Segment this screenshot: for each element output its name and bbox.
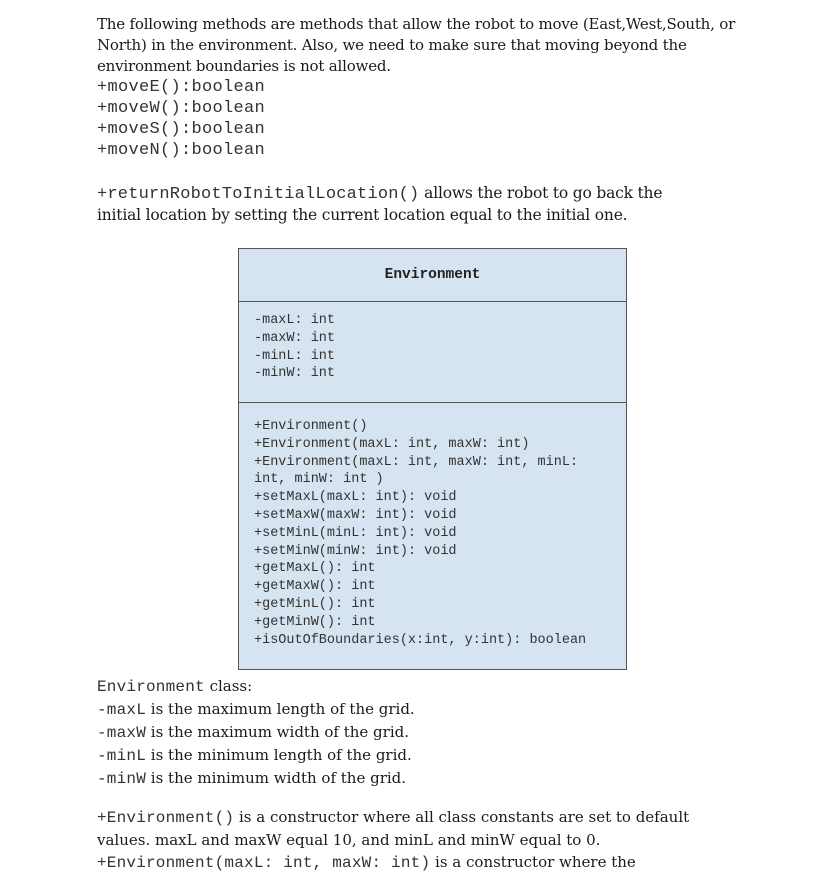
uml-class-diagram xyxy=(238,248,627,670)
field-code: -maxW xyxy=(97,724,147,742)
document-body xyxy=(97,14,747,226)
class-heading-text: class: xyxy=(204,677,253,695)
intro-line-2: North) in the environment. Also, we need to make sure that moving beyond the xyxy=(97,36,687,54)
constructor-params-text: is a constructor where the xyxy=(430,853,636,871)
class-heading xyxy=(97,675,777,698)
uml-method: +Environment(maxL: int, maxW: int) xyxy=(254,436,530,452)
uml-method: +setMinL(minL: int): void xyxy=(254,525,457,541)
class-description xyxy=(97,675,777,874)
move-method-south: +moveS():boolean xyxy=(97,120,266,139)
class-heading-code: Environment xyxy=(97,678,205,696)
return-method-paragraph xyxy=(97,183,747,205)
return-method-text-1: allows the robot to go back the xyxy=(419,184,663,202)
uml-class-name: Environment xyxy=(239,249,626,302)
intro-line-1: The following methods are methods that allow the robot to move (East,West,South, or xyxy=(97,15,736,33)
uml-methods-section xyxy=(239,403,626,649)
uml-method: +setMaxL(maxL: int): void xyxy=(254,490,457,506)
field-text: is the maximum length of the grid. xyxy=(146,700,415,718)
move-methods-list xyxy=(97,77,747,161)
uml-method: +setMaxW(maxW: int): void xyxy=(254,507,457,523)
move-method-east: +moveE():boolean xyxy=(97,78,266,97)
move-method-north: +moveN():boolean xyxy=(97,141,266,160)
uml-method: +getMaxW(): int xyxy=(254,579,376,595)
uml-attributes-section xyxy=(239,302,626,403)
uml-method: +getMinL(): int xyxy=(254,596,376,612)
field-description xyxy=(97,721,777,744)
field-text: is the maximum width of the grid. xyxy=(146,723,409,741)
field-text: is the minimum length of the grid. xyxy=(146,746,412,764)
move-method-west: +moveW():boolean xyxy=(97,99,266,118)
constructor-default-description xyxy=(97,806,777,829)
uml-attribute: -minW: int xyxy=(254,366,336,382)
uml-attribute: -maxL: int xyxy=(254,313,336,328)
return-method-code: +returnRobotToInitialLocation() xyxy=(97,185,420,204)
field-code: -minL xyxy=(97,747,147,765)
constructor-default-text: is a constructor where all class constants are set to default xyxy=(234,808,690,826)
uml-method: +Environment(maxL: int, maxW: int, minL: xyxy=(254,454,579,470)
uml-attribute: -maxW: int xyxy=(254,330,336,346)
field-code: -maxL xyxy=(97,701,147,719)
uml-method: +getMaxL(): int xyxy=(254,561,376,577)
field-text: is the minimum width of the grid. xyxy=(146,769,407,787)
intro-line-3: environment boundaries is not allowed. xyxy=(97,57,391,75)
uml-attribute: -minL: int xyxy=(254,348,336,364)
field-description xyxy=(97,698,777,721)
uml-method: +setMinW(minW: int): void xyxy=(254,543,457,559)
field-description xyxy=(97,767,777,790)
constructor-default-text-2: values. maxL and maxW equal 10, and minL and minW equal to 0. xyxy=(97,831,601,849)
uml-method: +Environment() xyxy=(254,419,368,434)
field-code: -minW xyxy=(97,770,147,788)
constructor-default-code: +Environment() xyxy=(97,809,235,827)
constructor-params-code: +Environment(maxL: int, maxW: int) xyxy=(97,854,431,872)
uml-method: +isOutOfBoundaries(x:int, y:int): boolean xyxy=(254,632,587,648)
constructor-params-description xyxy=(97,851,777,874)
uml-method: +getMinW(): int xyxy=(254,614,376,630)
return-method-text-2: initial location by setting the current location equal to the initial one. xyxy=(97,206,628,224)
field-description xyxy=(97,744,777,767)
uml-method: int, minW: int ) xyxy=(254,472,384,488)
